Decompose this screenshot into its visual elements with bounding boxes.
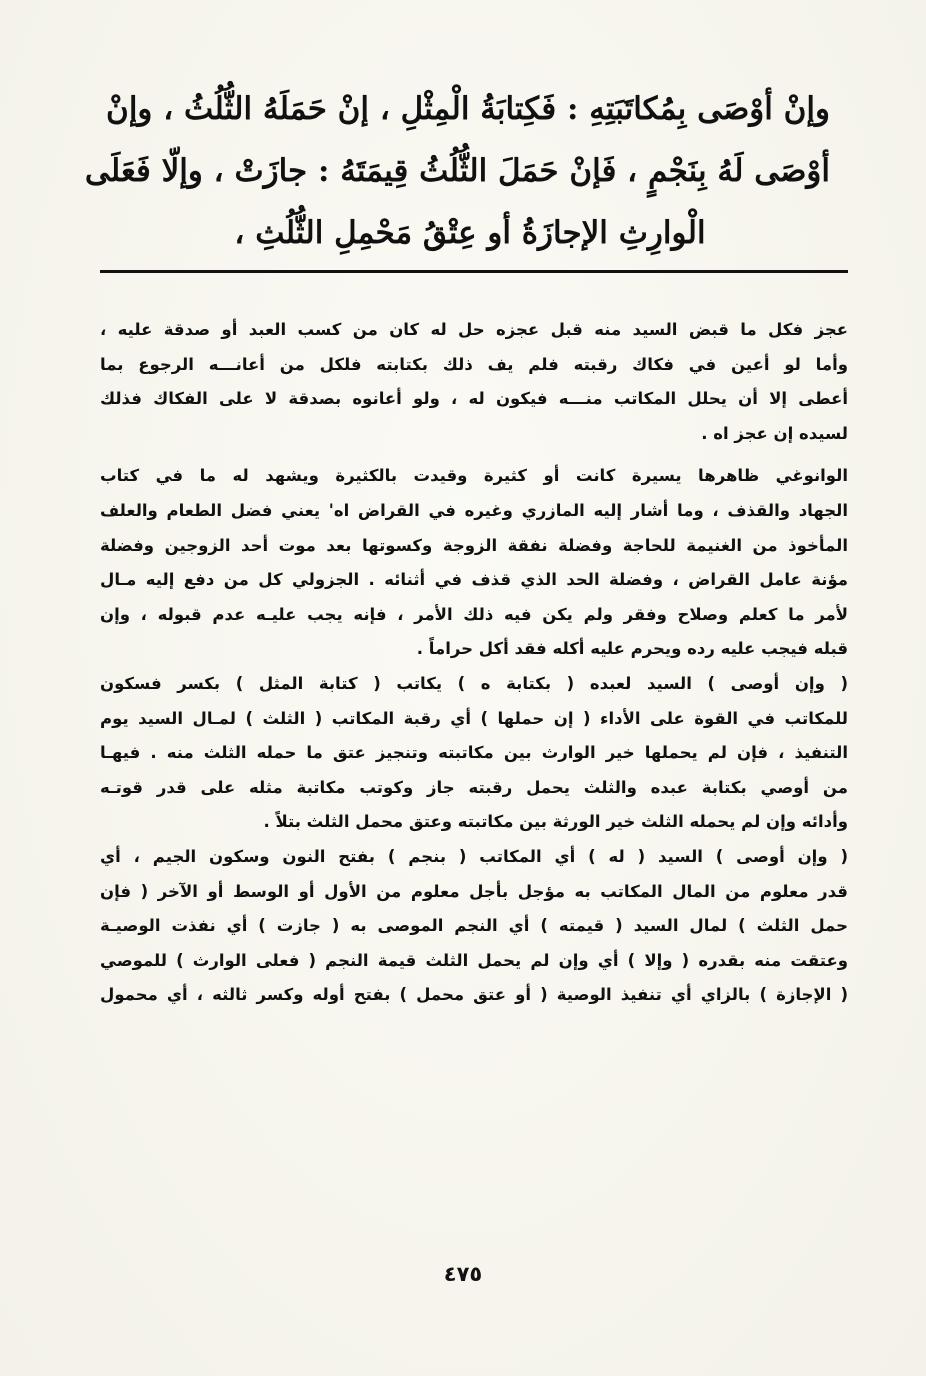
commentary-line: ( الإجازة ) بالزاي أي تنفيذ الوصية ( أو عتق محمل ) بفتح أوله وكسر ثالثه ، أي محمول: [100, 985, 848, 1005]
commentary-line: مؤنة عامل القراض ، وفضلة الحد الذي قذف في أثنائه . الجزولي كل من دفع إليه مـال: [100, 570, 848, 590]
page-number: ٤٧٥: [443, 1262, 483, 1286]
matn-line: الْوارِثِ الإجازَةُ أو عِتْقُ مَحْمِلِ الثُّلُثِ ،: [234, 215, 706, 251]
commentary-line: الجهاد والقذف ، وما أشار إليه المازري وغيره في القراض اه' يعني فضل الطعام والعلف: [100, 500, 848, 520]
commentary-line: أعطى إلا أن يحلل المكاتب منـــه فيكون له ، ولو أعانوه بصدقة لا على الفكاك فذلك: [100, 389, 848, 409]
commentary-line: وأدائه وإن لم يحمله الثلث خير الورثة بين مكاتبته وعتق محمل الثلث بتلاً .: [263, 812, 848, 832]
commentary-line: وأما لو أعين في فكاك رقبته فلم يف ذلك بكتابته فلكل من أعانـــه الرجوع بما: [100, 354, 848, 374]
commentary-line: حمل الثلث ) لمال السيد ( قيمته ) أي النجم الموصى به ( جازت ) أي نفذت الوصيـة: [100, 916, 848, 936]
commentary-line: قدر معلوم من المال المكاتب به مؤجل بأجل معلوم من الأول أو الوسط أو الآخر ( فإن: [100, 881, 848, 901]
matn-line: وإنْ أوْصَى بِمُكاتَبَتِهِ : فَكِتابَةُ الْمِثْلِ ، إنْ حَمَلَهُ الثُّلُثُ ، وإنْ: [106, 91, 830, 127]
commentary-line: الوانوغي ظاهرها يسيرة كانت أو كثيرة وقيدت بالكثيرة ويشهد له ما في كتاب: [100, 466, 848, 486]
separator-rule: [100, 270, 848, 273]
commentary-line: المأخوذ من الغنيمة للحاجة وفضلة نفقة الزوجة وكسوتها بعد موت أحد الزوجين وفضلة: [100, 535, 848, 555]
matn-text-block: [84, 78, 830, 264]
commentary-line: وعتقت منه بقدره ( وإلا ) أي وإن لم يحمل الثلث قيمة النجم ( فعلى الوارث ) للموصي: [100, 950, 848, 970]
commentary-line: لسيده إن عجز اه .: [701, 423, 848, 443]
commentary-line: من أوصي بكتابة عبده والثلث يحمل رقبته جاز وكوتب مكاتبة مثله على قدر قوتـه: [100, 777, 848, 797]
commentary-line: ( وإن أوصى ) السيد لعبده ( بكتابة ه ) يكاتب ( كتابة المثل ) بكسر فسكون: [100, 673, 848, 693]
commentary-line: قبله فيجب عليه رده ويحرم عليه أكله فقد أكل حراماً .: [416, 639, 848, 659]
commentary-line: التنفيذ ، فإن لم يحملها خير الوارث بين مكاتبته وتنجيز عتق ما حمله الثلث منه . فيهـا: [100, 743, 848, 763]
commentary-text-block: [100, 313, 848, 1013]
commentary-line: ( وإن أوصى ) السيد ( له ) أي المكاتب ( بنجم ) بفتح النون وسكون الجيم ، أي: [100, 846, 848, 866]
commentary-line: للمكاتب في القوة على الأداء ( إن حملها ) أي رقبة المكاتب ( الثلث ) لمـال السيد يوم: [100, 708, 848, 728]
commentary-line: عجز فكل ما قبض السيد منه قبل عجزه حل له كان من كسب العبد أو صدقة عليه ،: [100, 320, 848, 339]
commentary-line: لأمر ما كعلم وصلاح وفقر ولم يكن فيه ذلك الأمر ، فإنه يجب عليـه عدم قبوله ، وإن: [100, 604, 848, 624]
matn-line: أوْصَى لَهُ بِنَجْمٍ ، فَإنْ حَمَلَ الثُّلُثُ قِيمَتَهُ : جازَتْ ، وإلّا فَعَلَى: [84, 153, 830, 189]
